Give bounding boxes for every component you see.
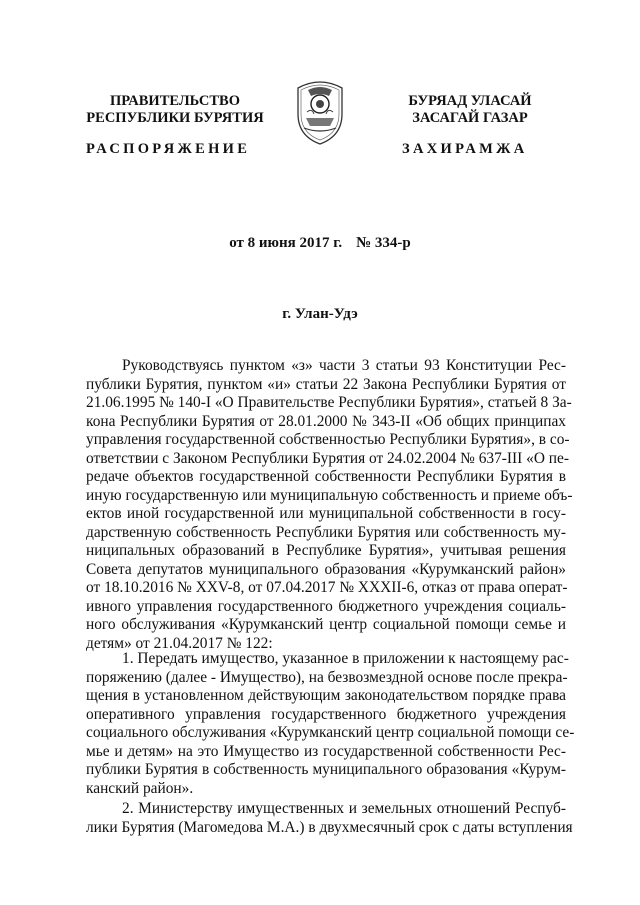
document-number: № 334-р: [356, 235, 411, 251]
order-word-russian: РАСПОРЯЖЕНИЕ: [86, 141, 251, 157]
text-line: мье и детям» на это Имущество из государственной собственности Рес-: [86, 742, 566, 760]
text-line: ивного управления государственного бюджетного учреждения социаль-: [86, 597, 566, 615]
header-right: [375, 93, 565, 127]
header-right-line-1: БУРЯАД УЛАСАЙ: [408, 93, 532, 109]
text-line: редаче объектов государственной собственности Республики Бурятия в: [86, 468, 566, 485]
text-line: ниципальных образований в Республике Бурятия», учитывая решения: [86, 542, 566, 559]
text-line: кона Республики Бурятия от 28.01.2000 № 343-II «Об общих принципах: [86, 412, 566, 430]
document-date: от 8 июня 2017 г.: [229, 235, 343, 251]
text-line: поряжению (далее - Имущество), на безвозмездной основе после прекра-: [86, 668, 568, 686]
text-line: 21.06.1995 № 140-I «О Правительстве Республики Бурятия», статьей 8 За-: [86, 394, 572, 411]
document-date-line: [0, 235, 640, 252]
text-line: ектов иной государственной или муниципальной собственности в госу-: [86, 505, 566, 522]
text-line: иную государственную или муниципальную собственность и приеме объ-: [86, 486, 573, 504]
text-line: ного обслуживания «Курумканский центр социальной помощи семье и: [86, 616, 566, 633]
preamble-paragraph: [86, 357, 573, 653]
text-line: Совета депутатов муниципального образования «Курумканский район»: [86, 560, 566, 578]
text-line: дарственную собственность Республики Бурятия или собственность му-: [86, 523, 566, 541]
text-line: детям» от 21.04.2017 № 122:: [86, 634, 273, 652]
text-line: ответствии с Законом Республики Бурятия от 24.02.2004 № 637-III «О пе-: [86, 449, 569, 467]
item-1-paragraph: [86, 650, 575, 798]
text-line: публики Бурятия, пунктом «и» статьи 22 Закона Республики Бурятия от: [86, 375, 566, 393]
text-line: от 18.10.2016 № XXV-8, от 07.04.2017 № XXXII-6, отказ от права операт-: [86, 579, 568, 596]
text-line: канский район».: [86, 779, 194, 797]
header-right-line-2: ЗАСАГАЙ ГАЗАР: [412, 110, 528, 126]
text-line: Руководствуясь пунктом «з» части 3 статьи 93 Конституции Рес-: [122, 357, 566, 374]
text-line: оперативного управления государственного бюджетного учреждения: [86, 705, 566, 723]
text-line: публики Бурятия в собственность муниципального образования «Курум-: [86, 761, 566, 778]
header-left: [75, 93, 275, 127]
order-word-buryat: ЗАХИРАМЖА: [402, 141, 528, 157]
text-line: лики Бурятия (Магомедова М.А.) в двухмесячный срок с даты вступления: [86, 818, 573, 836]
text-line: социального обслуживания «Курумканский центр социальной помощи се-: [86, 724, 575, 741]
text-line: управления государственной собственностью Республики Бурятия», в со-: [86, 431, 570, 448]
header-left-line-2: РЕСПУБЛИКИ БУРЯТИЯ: [86, 110, 264, 126]
item-2-paragraph: [86, 800, 573, 837]
text-line: 1. Передать имущество, указанное в приложении к настоящему рас-: [122, 650, 569, 667]
coat-of-arms-emblem: [292, 74, 348, 146]
text-line: щения в установленном действующим законодательством порядке права: [86, 687, 566, 704]
text-line: 2. Министерству имущественных и земельных отношений Респуб-: [122, 800, 566, 817]
city-name: г. Улан-Удэ: [282, 306, 358, 322]
header-left-line-1: ПРАВИТЕЛЬСТВО: [110, 93, 240, 109]
